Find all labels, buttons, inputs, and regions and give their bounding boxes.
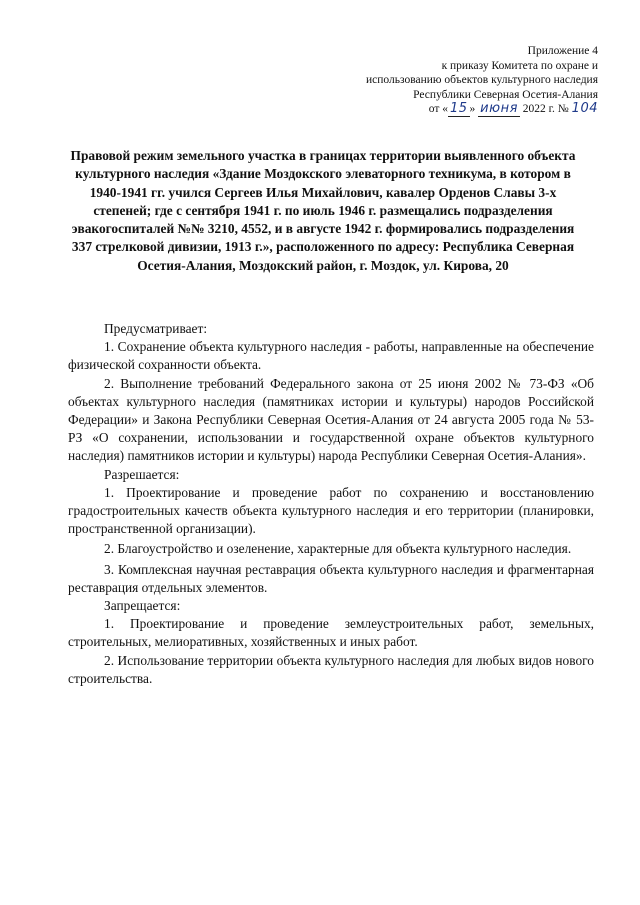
date-prefix: от « bbox=[428, 103, 448, 116]
document-body bbox=[68, 320, 594, 688]
appendix-order-ref: к приказу Комитета по охране и bbox=[441, 59, 598, 72]
appendix-date-line bbox=[278, 102, 598, 117]
date-separator: » bbox=[469, 103, 476, 116]
date-year-number: 2022 г. № bbox=[522, 103, 569, 116]
date-day-handwritten: 15 bbox=[450, 101, 468, 117]
appendix-number: Приложение 4 bbox=[527, 45, 598, 57]
appendix-republic: Республики Северная Осетия-Алания bbox=[413, 88, 598, 101]
date-month-handwritten: июня bbox=[480, 101, 518, 117]
section-heading-allowed: Разрешается: bbox=[104, 466, 180, 482]
forbidden-item-2: 2. Использование территории объекта культурного наследия для любых видов нового строительства. bbox=[68, 652, 594, 686]
appendix-header bbox=[278, 44, 598, 117]
allowed-item-2: 2. Благоустройство и озеленение, характерные для объекта культурного наследия. bbox=[104, 541, 572, 557]
provides-item-2: 2. Выполнение требований Федерального закона от 25 июня 2002 № 73-ФЗ «Об объектах культурного наследия (памятниках истории и культуры) народов Российской Федерации» и Закона Республики Северная Осетия-Алания от 24 августа 2005 года № 53-РЗ «О сохранении, использовании и государственной охране объектов культурного наследия) памятников истории и культуры) народа Республики Северная Осетия-Алания». bbox=[68, 375, 594, 464]
section-heading-provides: Предусматривает: bbox=[104, 321, 208, 336]
provides-item-1: 1. Сохранение объекта культурного наследия - работы, направленные на обеспечение физической сохранности объекта. bbox=[68, 339, 594, 373]
allowed-item-3: 3. Комплексная научная реставрация объекта культурного наследия и фрагментарная реставрация отдельных элементов. bbox=[68, 561, 594, 595]
forbidden-item-1: 1. Проектирование и проведение землеустроительных работ, земельных, строительных, мелиоративных, хозяйственных и иных работ. bbox=[68, 616, 594, 650]
allowed-item-1: 1. Проектирование и проведение работ по сохранению и восстановлению градостроительных качеств объекта культурного наследия и его территории (планировки, пространственной организации). bbox=[68, 484, 594, 537]
appendix-committee: использованию объектов культурного наследия bbox=[365, 74, 598, 87]
document-title: Правовой режим земельного участка в границах территории выявленного объекта культурного наследия «Здание Моздокского элеваторного техникума, в котором в 1940-1941 гг. учился Сергеев Илья Михайлович, кавалер Орденов Славы 3-х степеней; где с сентября 1941 г. по июль 1946 г. размещались подразделения эвакогоспиталей №№ 3210, 4552, и в августе 1942 г. формировались подразделения 337 стрелковой дивизии, 1913 г.», расположенного по адресу: Республика Северная Осетия-Алания, Моздокский район, г. Моздок, ул. Кирова, 20 bbox=[70, 148, 576, 273]
section-heading-forbidden: Запрещается: bbox=[104, 598, 181, 614]
order-number-handwritten: 104 bbox=[571, 101, 598, 117]
